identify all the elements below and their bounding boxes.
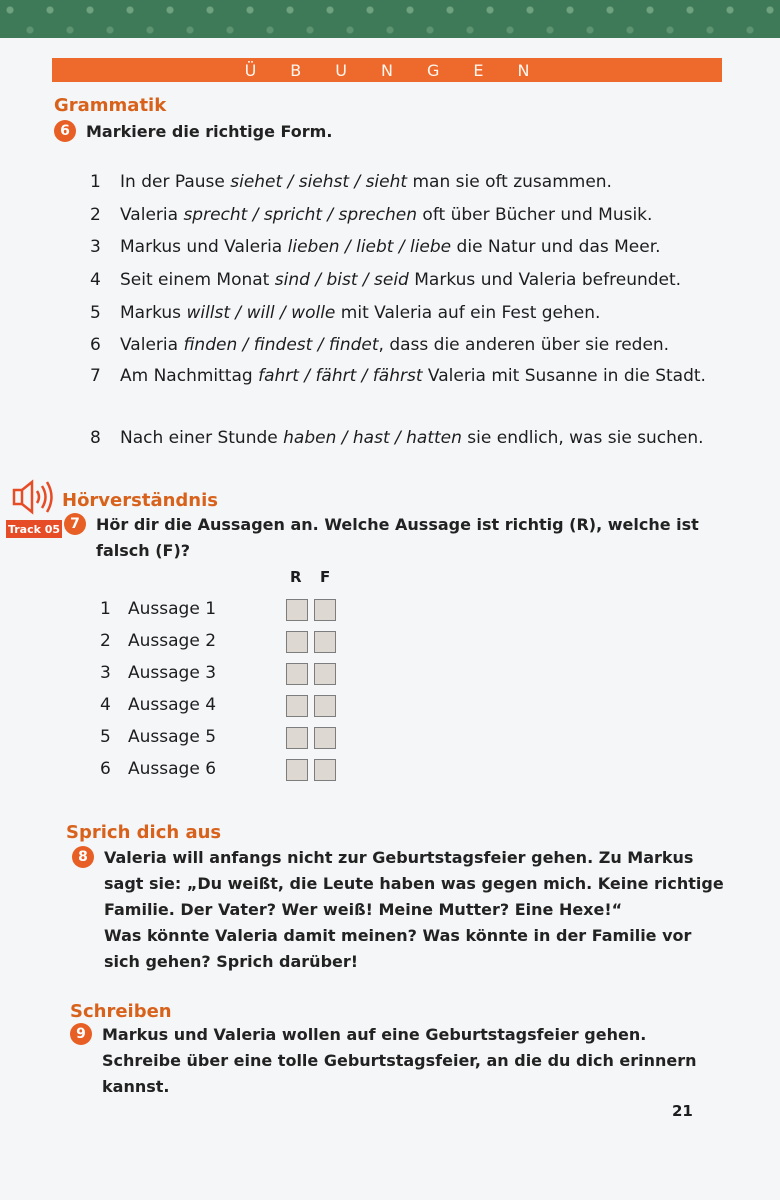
section-title-grammatik: Grammatik <box>54 95 167 116</box>
aussage-label: Aussage 4 <box>128 695 217 715</box>
item-number: 4 <box>100 695 111 715</box>
aussage-label: Aussage 6 <box>128 759 217 779</box>
exercise-text: Valeria will anfangs nicht zur Geburtstagsfeier gehen. Zu Markus sagt sie: „Du weißt, die Leute haben was gegen mich. Keine richtige Familie. Der Vater? Wer weiß! Meine Mutter? Eine Hexe!“ <box>104 848 724 919</box>
aussage-label: Aussage 3 <box>128 663 217 683</box>
item-sentence <box>120 331 669 360</box>
exercise-6-heading <box>54 119 734 145</box>
verb-options[interactable]: finden / findest / findet <box>183 335 379 355</box>
sentence-start: Nach einer Stunde <box>120 428 284 448</box>
sentence-start: Markus und Valeria <box>120 237 288 257</box>
grammar-item <box>90 168 710 197</box>
aussage-row <box>100 759 216 779</box>
item-number: 3 <box>90 237 101 257</box>
item-sentence <box>120 362 706 391</box>
sentence-end: die Natur und das Meer. <box>451 237 661 257</box>
exercise-number-badge: 6 <box>54 120 76 142</box>
exercise-number-badge: 8 <box>72 846 94 868</box>
item-number: 1 <box>90 172 101 192</box>
item-sentence <box>120 266 681 295</box>
exercise-number-badge: 9 <box>70 1023 92 1045</box>
verb-options[interactable]: willst / will / wolle <box>186 303 336 323</box>
item-number: 4 <box>90 270 101 290</box>
section-title-schreiben: Schreiben <box>70 1001 172 1022</box>
exercise-7-heading <box>64 512 734 564</box>
sentence-start: Valeria <box>120 335 184 355</box>
aussage-row <box>100 695 216 715</box>
item-number: 1 <box>100 599 111 619</box>
grammar-item <box>90 362 710 391</box>
sentence-end: Markus und Valeria befreundet. <box>408 270 682 290</box>
aussage-label: Aussage 1 <box>128 599 217 619</box>
sentence-end: , dass die anderen über sie reden. <box>378 335 670 355</box>
item-number: 7 <box>90 366 101 386</box>
aussage-label: Aussage 2 <box>128 631 217 651</box>
speaker-icon <box>12 477 56 517</box>
checkbox-r[interactable] <box>286 759 308 781</box>
item-number: 5 <box>90 303 101 323</box>
grammar-item <box>90 233 710 262</box>
verb-options[interactable]: sind / bist / seid <box>274 270 409 290</box>
grammar-item <box>90 266 710 295</box>
sentence-start: Seit einem Monat <box>120 270 275 290</box>
aussage-row <box>100 631 216 651</box>
section-title-hoerverstaendnis: Hörverständnis <box>62 490 218 511</box>
aussage-label: Aussage 5 <box>128 727 217 747</box>
item-sentence <box>120 424 704 453</box>
aussage-row <box>100 727 216 747</box>
exercise-9-heading <box>70 1022 730 1100</box>
exercise-number-badge: 7 <box>64 513 86 535</box>
sentence-start: Am Nachmittag <box>120 366 259 386</box>
item-number: 5 <box>100 727 111 747</box>
page-number: 21 <box>672 1102 693 1120</box>
item-sentence <box>120 168 612 197</box>
item-number: 6 <box>90 335 101 355</box>
section-title-sprich: Sprich dich aus <box>66 822 222 843</box>
aussage-row <box>100 599 216 619</box>
grammar-item <box>90 299 710 328</box>
sentence-start: Valeria <box>120 205 184 225</box>
sentence-end: sie endlich, was sie suchen. <box>461 428 704 448</box>
grammar-item <box>90 424 710 453</box>
verb-options[interactable]: lieben / liebt / liebe <box>287 237 452 257</box>
item-number: 3 <box>100 663 111 683</box>
verb-options[interactable]: siehet / siehst / sieht <box>230 172 408 192</box>
item-number: 2 <box>100 631 111 651</box>
item-number: 2 <box>90 205 101 225</box>
sentence-start: In der Pause <box>120 172 231 192</box>
exercise-text: Markus und Valeria wollen auf eine Geburtstagsfeier gehen. Schreibe über eine tolle Geburtstagsfeier, an die du dich erinnern kannst. <box>102 1025 697 1096</box>
grammar-item <box>90 201 710 230</box>
sentence-end: oft über Bücher und Musik. <box>417 205 653 225</box>
verb-options[interactable]: haben / hast / hatten <box>283 428 462 448</box>
item-sentence <box>120 299 600 328</box>
checkbox-f[interactable] <box>314 759 336 781</box>
verb-options[interactable]: sprecht / spricht / sprechen <box>183 205 418 225</box>
item-number: 8 <box>90 428 101 448</box>
header-banner <box>52 58 722 82</box>
checkbox-f[interactable] <box>314 663 336 685</box>
checkbox-r[interactable] <box>286 727 308 749</box>
item-number: 6 <box>100 759 111 779</box>
item-sentence <box>120 201 652 230</box>
verb-options[interactable]: fahrt / fährt / fährst <box>258 366 423 386</box>
track-label: Track 05 <box>6 520 62 538</box>
header-title: ÜBUNGEN <box>244 60 564 80</box>
checkbox-f[interactable] <box>314 727 336 749</box>
checkbox-r[interactable] <box>286 663 308 685</box>
column-header-r: R <box>290 568 302 586</box>
grammar-item <box>90 331 710 360</box>
exercise-instruction: Markiere die richtige Form. <box>86 122 333 141</box>
sentence-end: mit Valeria auf ein Fest gehen. <box>335 303 601 323</box>
sentence-end: man sie oft zusammen. <box>407 172 612 192</box>
item-sentence <box>120 233 661 262</box>
checkbox-f[interactable] <box>314 599 336 621</box>
exercise-8-heading <box>72 845 732 975</box>
checkbox-r[interactable] <box>286 631 308 653</box>
aussage-row <box>100 663 216 683</box>
column-header-f: F <box>320 568 331 586</box>
checkbox-r[interactable] <box>286 695 308 717</box>
sentence-end: Valeria mit Susanne in die Stadt. <box>422 366 706 386</box>
checkbox-r[interactable] <box>286 599 308 621</box>
checkbox-f[interactable] <box>314 695 336 717</box>
sentence-start: Markus <box>120 303 187 323</box>
exercise-instruction: Hör dir die Aussagen an. Welche Aussage ist richtig (R), welche ist falsch (F)? <box>96 515 699 560</box>
checkbox-f[interactable] <box>314 631 336 653</box>
exercise-question: Was könnte Valeria damit meinen? Was könnte in der Familie vor sich gehen? Sprich darüber! <box>104 926 692 971</box>
